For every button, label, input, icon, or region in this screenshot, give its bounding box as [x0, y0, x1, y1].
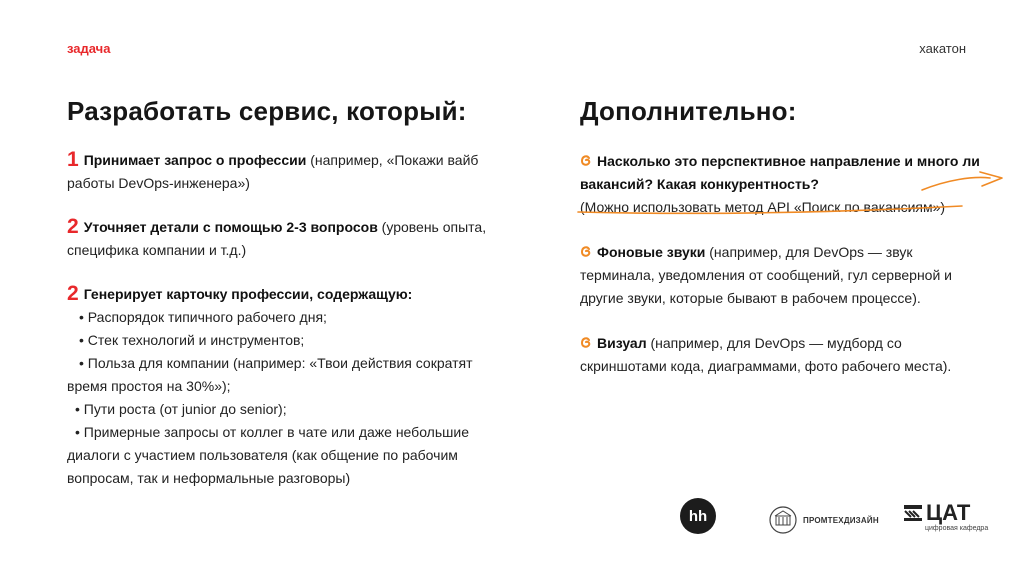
item-number: 1: [67, 148, 79, 171]
item-title: Уточняет детали с помощью 2-3 вопросов: [83, 219, 378, 235]
ciat-logo-text: ЦАТ: [926, 500, 971, 525]
item-text: (например, для DevOps — звук терминала, уведомления от сообщений, гул серверной и другие звуки, которые бывают в рабочем процессе).: [580, 244, 952, 306]
bullet-item: • Польза для компании (например: «Твои действия сократят время простоя на 30%»);: [67, 355, 473, 394]
right-heading: Дополнительно:: [580, 96, 797, 126]
extra-item-2: [580, 241, 990, 310]
emblem-icon: [768, 505, 798, 535]
item-text: (например, «Покажи вайб работы DevOps-инженера»): [67, 152, 479, 191]
bullet-item: • Примерные запросы от коллег в чате или даже небольшие диалоги с участием пользователя (как общение по рабочим вопросам, так и неформальные разговоры): [67, 424, 469, 486]
ciat-mark-icon: [903, 503, 923, 523]
item-title: Насколько это перспективное направление и много ли вакансий? Какая конкурентность?: [580, 153, 980, 192]
item-text: (Можно использовать метод API «Поиск по вакансиям»): [580, 199, 946, 215]
promo-logo-text: ПРОМТЕХДИЗАЙН: [803, 515, 879, 525]
extra-item-3: [580, 332, 990, 378]
task-item-3: [67, 282, 507, 490]
swirl-icon: [580, 246, 592, 258]
item-number: 2: [67, 215, 79, 238]
event-tag: хакатон: [919, 41, 966, 56]
item-title: Фоновые звуки: [597, 244, 706, 260]
item-text: (например, для DevOps — мудборд со скриншотами кода, диаграммами, фото рабочего места).: [580, 335, 952, 374]
task-list: [67, 148, 507, 490]
item-title: Генерирует карточку профессии, содержащую:: [83, 286, 413, 302]
hh-logo: hh: [680, 498, 716, 534]
task-item-2: [67, 215, 507, 262]
task-item-1: [67, 148, 507, 195]
ciat-logo: [903, 502, 988, 532]
section-tag: задача: [67, 41, 111, 56]
swirl-icon: [580, 337, 592, 349]
bullet-item: • Стек технологий и инструментов;: [79, 332, 305, 348]
promtechdesign-logo: [768, 505, 879, 535]
item-title: Принимает запрос о профессии: [83, 152, 307, 168]
item-number: 2: [67, 282, 79, 305]
bullet-item: • Пути роста (от junior до senior);: [75, 401, 287, 417]
left-heading: Разработать сервис, который:: [67, 96, 467, 126]
item-text: (уровень опыта, специфика компании и т.д.): [67, 219, 487, 258]
item-title: Визуал: [597, 335, 647, 351]
bullet-item: • Распорядок типичного рабочего дня;: [79, 309, 327, 325]
underline-arrow-decoration: [572, 166, 1022, 218]
ciat-subtitle: цифровая кафедра: [925, 525, 989, 532]
